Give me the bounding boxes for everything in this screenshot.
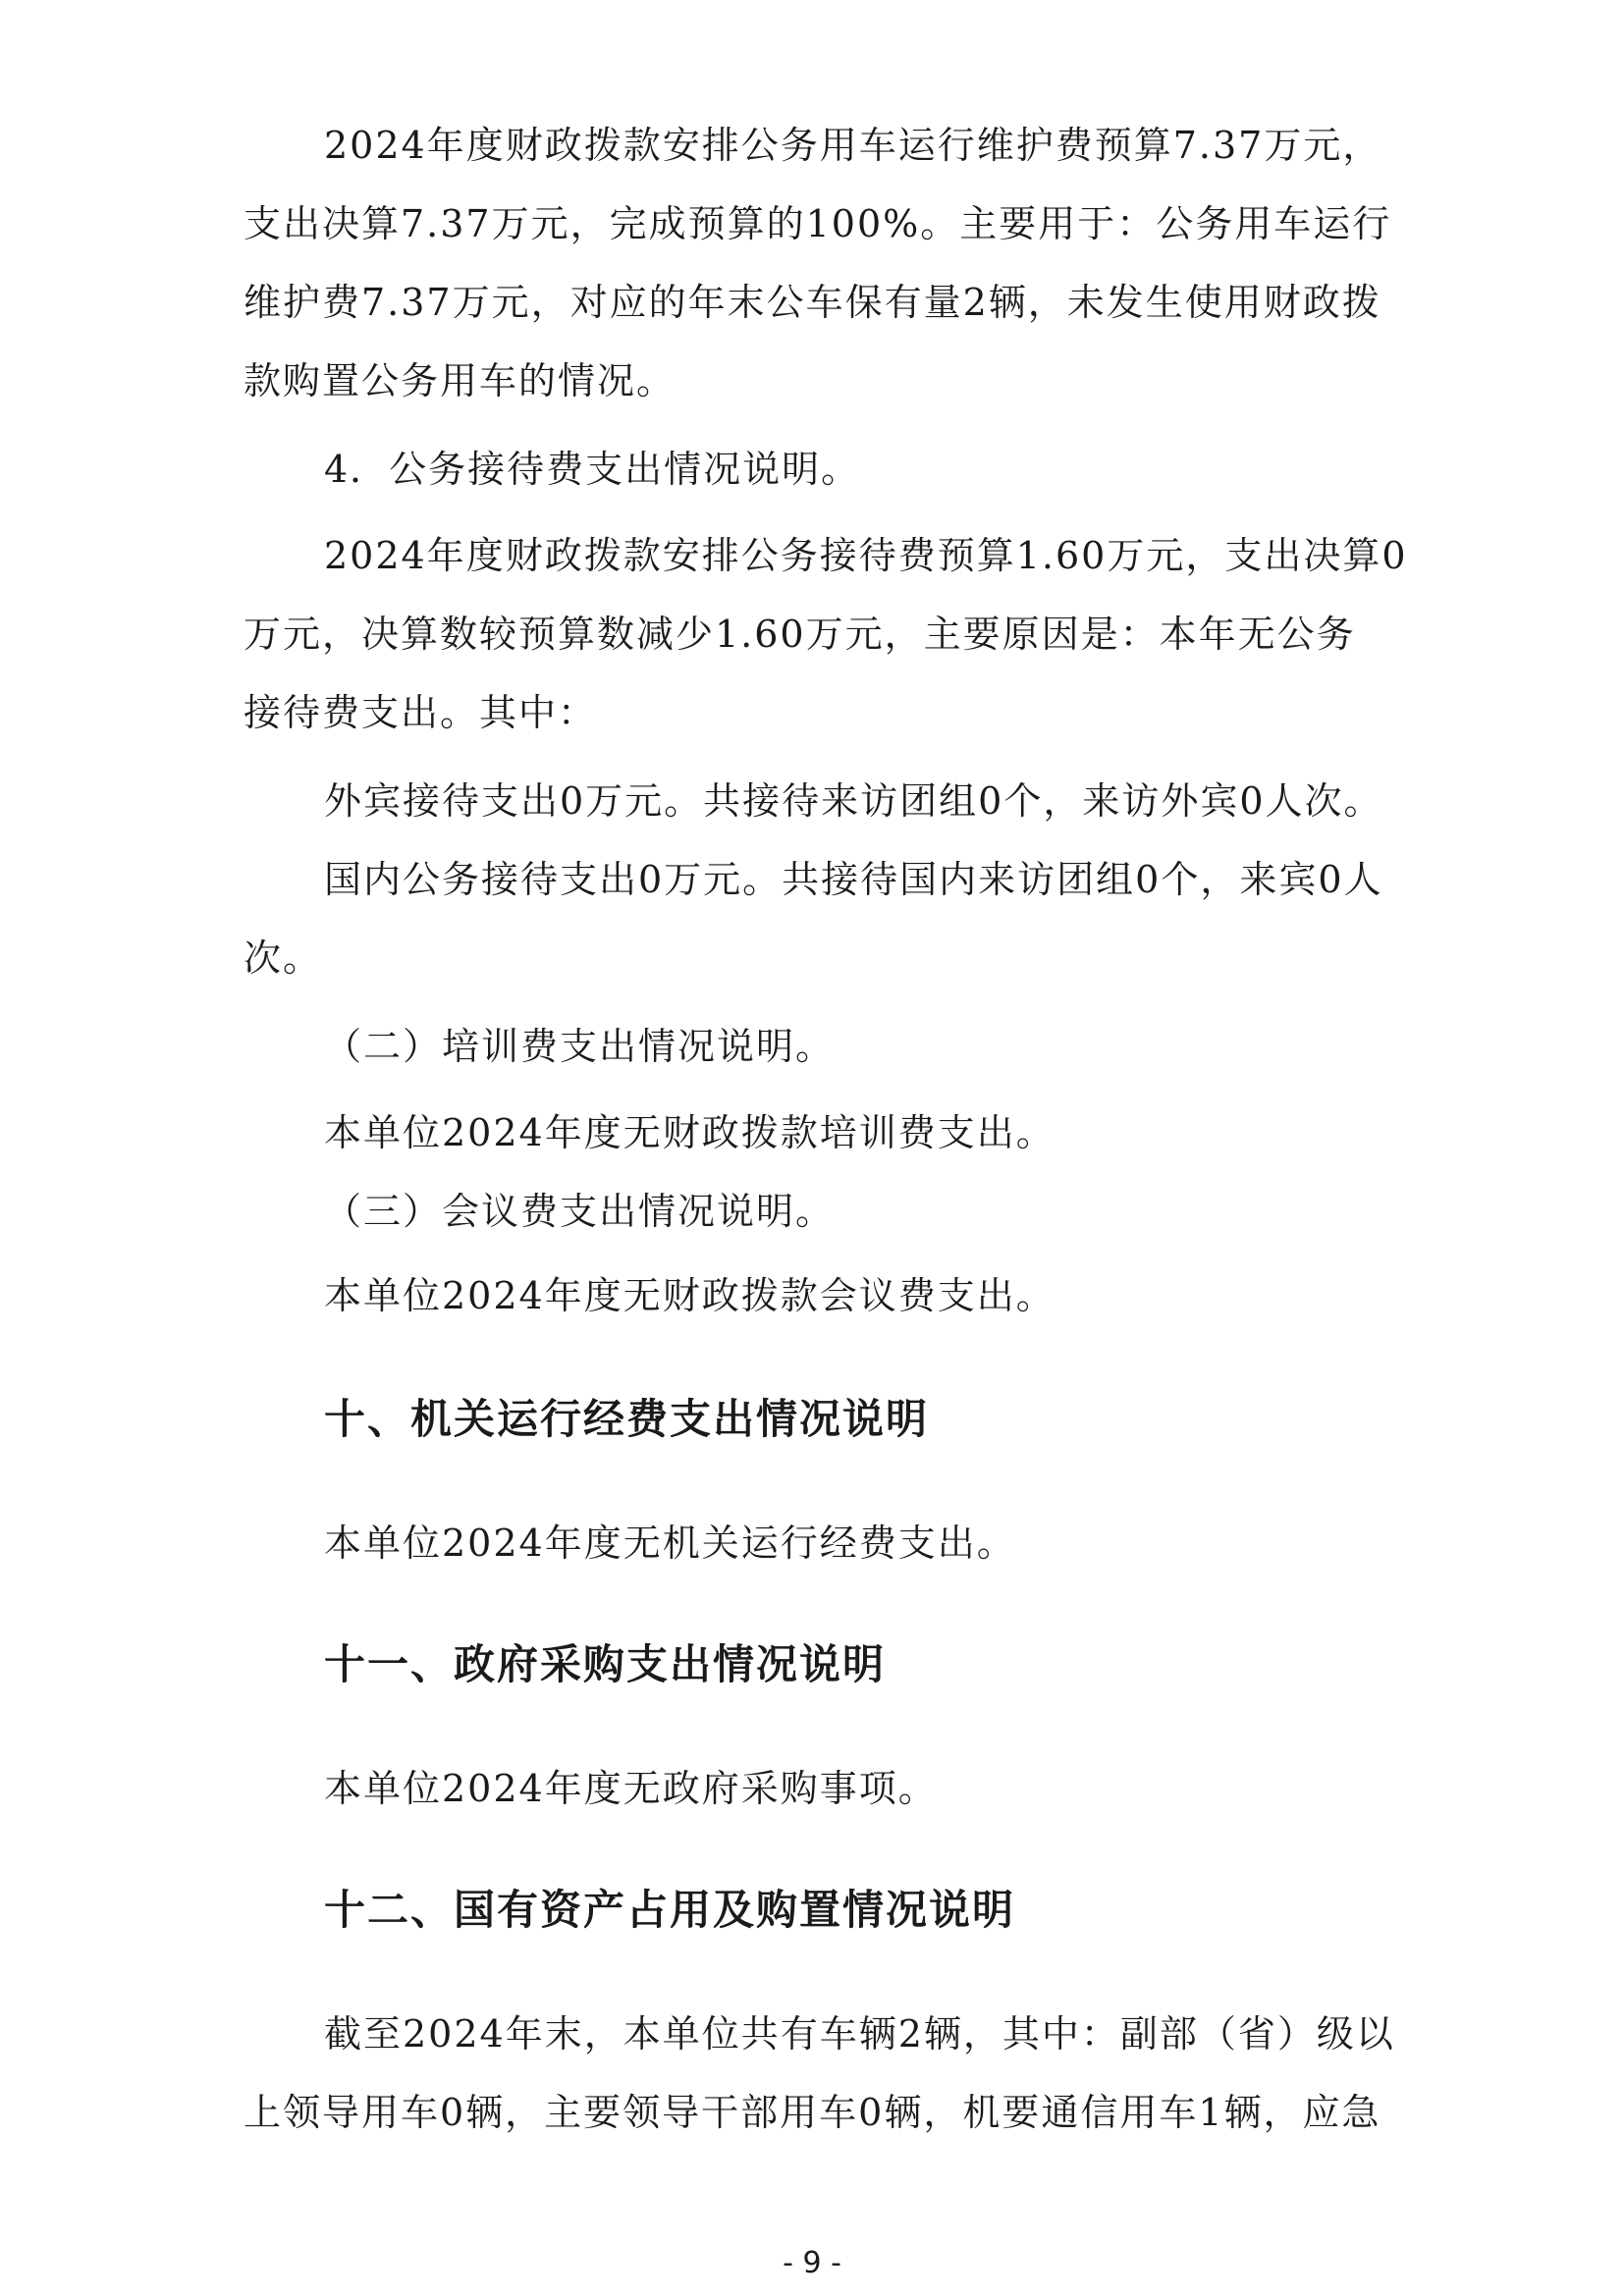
foreign-reception-line: 外宾接待支出0万元。共接待来访团组0个，来访外宾0人次。 [324,779,1383,823]
section-11-text: 本单位2024年度无政府采购事项。 [324,1767,938,1810]
meeting-subtitle: （三）会议费支出情况说明。 [324,1190,836,1233]
meeting-text: 本单位2024年度无财政拨款会议费支出。 [324,1274,1056,1317]
reception-line-3: 接待费支出。其中： [244,691,598,734]
reception-line-1: 2024年度财政拨款安排公务接待费预算1.60万元，支出决算0 [324,534,1408,577]
training-subtitle: （二）培训费支出情况说明。 [324,1025,836,1068]
domestic-reception-line-2: 次。 [244,936,323,980]
section-10-text: 本单位2024年度无机关运行经费支出。 [324,1522,1016,1565]
section-12-line-1: 截至2024年末，本单位共有车辆2辆，其中：副部（省）级以 [324,2012,1395,2056]
car-budget-line-2: 支出决算7.37万元，完成预算的100%。主要用于：公务用车运行 [244,202,1392,245]
section-12-heading: 十二、国有资产占用及购置情况说明 [324,1886,1016,1934]
domestic-reception-line-1: 国内公务接待支出0万元。共接待国内来访团组0个，来宾0人 [324,858,1383,901]
training-text: 本单位2024年度无财政拨款培训费支出。 [324,1111,1056,1154]
section-12-line-2: 上领导用车0辆，主要领导干部用车0辆，机要通信用车1辆，应急 [244,2091,1381,2134]
section-11-heading: 十一、政府采购支出情况说明 [324,1640,887,1688]
section-10-heading: 十、机关运行经费支出情况说明 [324,1395,930,1443]
car-budget-line-3: 维护费7.37万元，对应的年末公车保有量2辆，未发生使用财政拨 [244,281,1381,324]
reception-subtitle: 4．公务接待费支出情况说明。 [324,448,861,491]
car-budget-line-4: 款购置公务用车的情况。 [244,359,677,402]
page-number: - 9 - [783,2246,841,2280]
car-budget-line-1: 2024年度财政拨款安排公务用车运行维护费预算7.37万元， [324,124,1382,167]
reception-line-2: 万元，决算数较预算数减少1.60万元，主要原因是：本年无公务 [244,613,1356,656]
